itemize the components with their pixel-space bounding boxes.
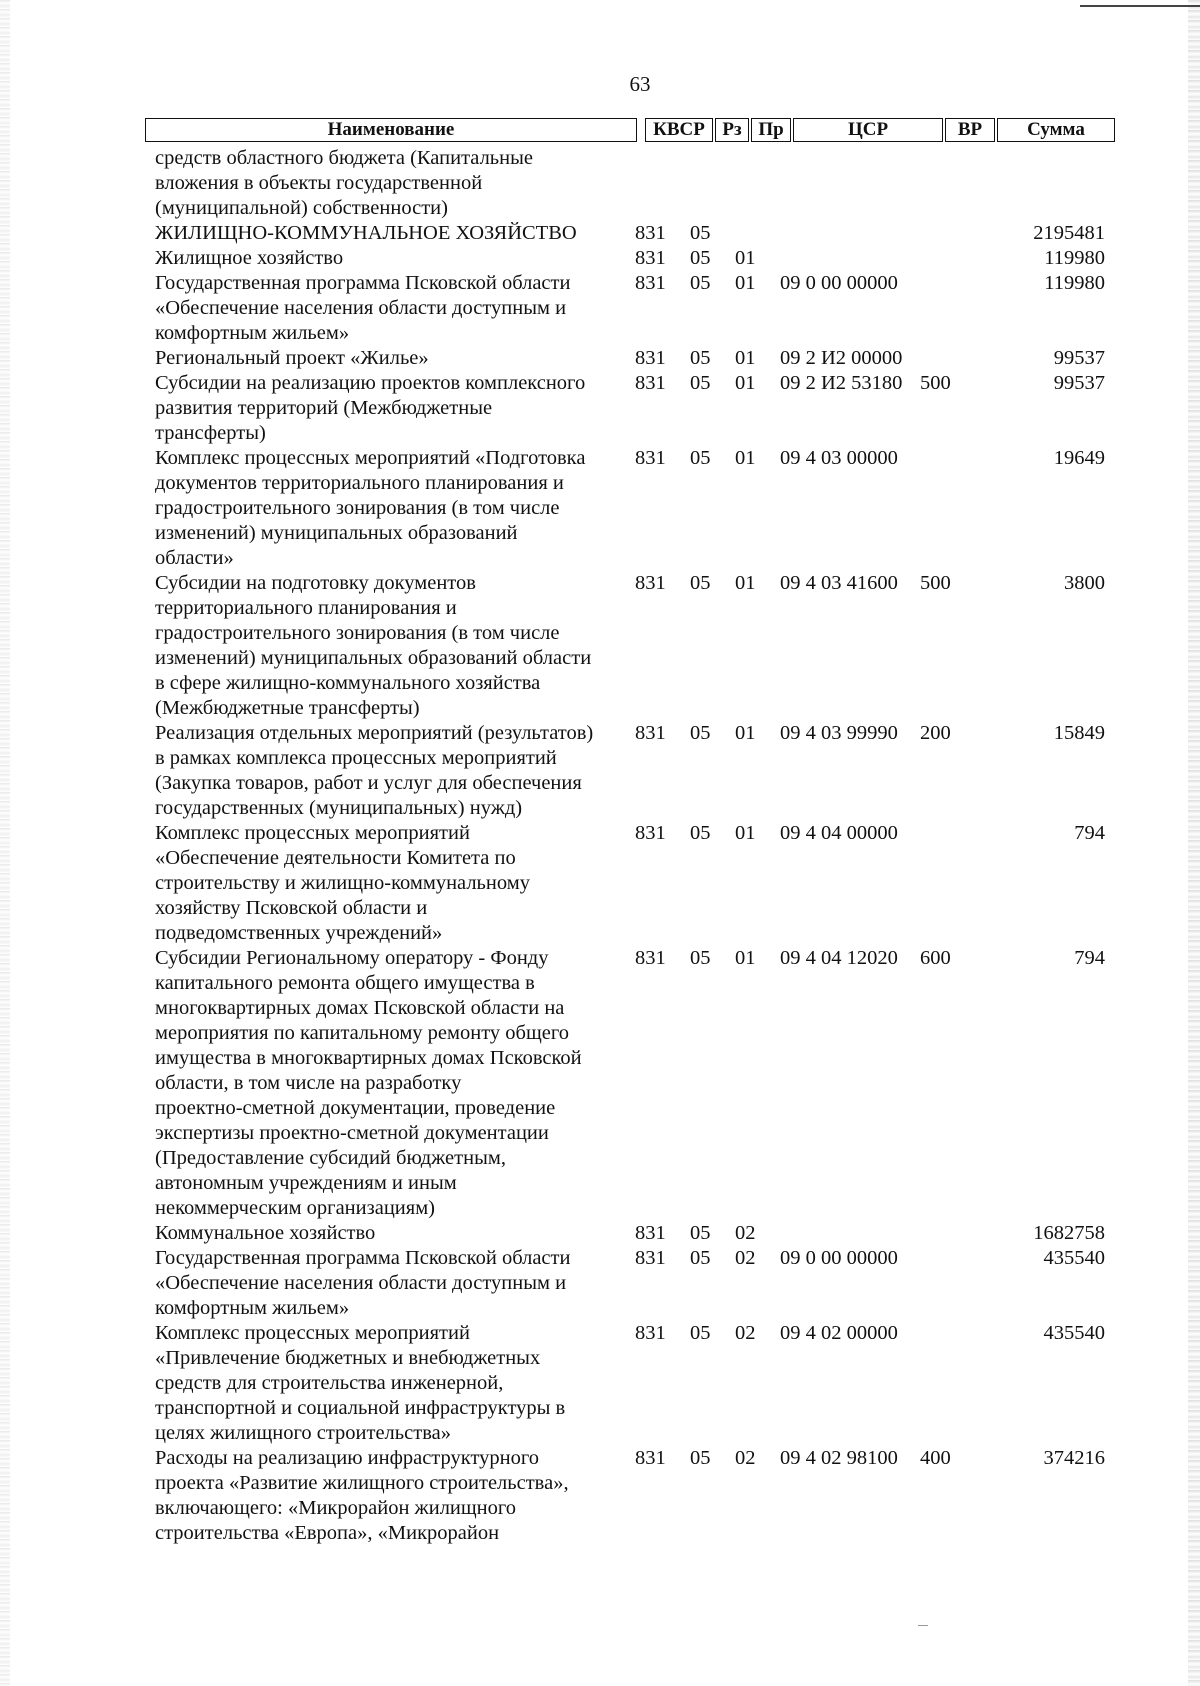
row-rz: 05 <box>690 1222 711 1244</box>
row-kvsr: 831 <box>635 247 666 269</box>
header-rz: Рз <box>715 118 749 142</box>
row-name: Субсидии Региональному оператору - Фонду капитального ремонта общего имущества в многоквартирных домах Псковской области на мероприятия по капитальному ремонту общего имущества в многоквартирных домах Псковской области, в том числе на разработку проектно-сметной документации, проведение экспертизы проектно-сметной документации (Предоставление субсидий бюджетным, автономным учреждениям и иным некоммерческим организациям) <box>155 947 582 1219</box>
row-name: Коммунальное хозяйство <box>155 1222 376 1244</box>
row-kvsr: 831 <box>635 372 666 394</box>
row-rz: 05 <box>690 347 711 369</box>
table-row <box>155 246 1135 271</box>
table-row <box>155 571 1135 721</box>
row-name: Региональный проект «Жилье» <box>155 347 429 369</box>
row-sum: 15849 <box>1053 722 1105 744</box>
row-pr: 02 <box>735 1222 756 1244</box>
header-vr: ВР <box>945 118 995 142</box>
table-row <box>155 221 1135 246</box>
row-sum: 1682758 <box>1033 1222 1105 1244</box>
row-sum: 794 <box>1074 947 1105 969</box>
row-pr: 01 <box>735 372 756 394</box>
row-sum: 119980 <box>1044 272 1105 294</box>
table-row <box>155 821 1135 946</box>
row-rz: 05 <box>690 722 711 744</box>
row-vr: 600 <box>920 947 951 969</box>
row-name: Комплекс процессных мероприятий «Привлечение бюджетных и внебюджетных средств для строительства инженерной, транспортной и социальной инфраструктуры в целях жилищного строительства» <box>155 1322 566 1444</box>
row-sum: 119980 <box>1044 247 1105 269</box>
row-sum: 435540 <box>1043 1247 1105 1269</box>
row-name: Субсидии на подготовку документов территориального планирования и градостроительного зонирования (в том числе изменений) муниципальных образований области в сфере жилищно-коммунального хозяйства (Межбюджетные трансферты) <box>155 572 592 719</box>
row-pr: 01 <box>735 822 756 844</box>
row-csr: 09 4 03 41600 <box>780 572 898 594</box>
row-sum: 19649 <box>1053 447 1105 469</box>
row-name: ЖИЛИЩНО-КОММУНАЛЬНОЕ ХОЗЯЙСТВО <box>155 222 577 244</box>
scan-edge-right <box>1188 0 1200 1686</box>
row-pr: 01 <box>735 247 756 269</box>
row-csr: 09 4 02 98100 <box>780 1447 898 1469</box>
row-csr: 09 4 03 99990 <box>780 722 898 744</box>
row-kvsr: 831 <box>635 572 666 594</box>
page-number: 63 <box>629 72 651 96</box>
row-kvsr: 831 <box>635 722 666 744</box>
row-vr: 200 <box>920 722 951 744</box>
row-pr: 02 <box>735 1447 756 1469</box>
row-rz: 05 <box>690 272 711 294</box>
row-sum: 794 <box>1074 822 1105 844</box>
row-sum: 374216 <box>1043 1447 1105 1469</box>
row-pr: 01 <box>735 447 756 469</box>
row-csr: 09 0 00 00000 <box>780 1247 898 1269</box>
table-row <box>155 1446 1135 1546</box>
row-sum: 435540 <box>1043 1322 1105 1344</box>
row-sum: 3800 <box>1064 572 1105 594</box>
row-kvsr: 831 <box>635 1447 666 1469</box>
row-name: Расходы на реализацию инфраструктурного проекта «Развитие жилищного строительства», включающего: «Микрорайон жилищного строительства «Европа», «Микрорайон <box>155 1447 569 1544</box>
scan-top-line <box>1080 5 1200 7</box>
row-name: Государственная программа Псковской области «Обеспечение населения области доступным и комфортным жильем» <box>155 272 571 344</box>
row-csr: 09 4 04 00000 <box>780 822 898 844</box>
row-csr: 09 4 04 12020 <box>780 947 898 969</box>
row-sum: 2195481 <box>1033 222 1105 244</box>
row-kvsr: 831 <box>635 1222 666 1244</box>
row-pr: 02 <box>735 1247 756 1269</box>
row-rz: 05 <box>690 222 711 244</box>
budget-table <box>155 118 1135 1546</box>
row-name: Государственная программа Псковской области «Обеспечение населения области доступным и комфортным жильем» <box>155 1247 571 1319</box>
row-csr: 09 4 03 00000 <box>780 447 898 469</box>
row-pr: 02 <box>735 1322 756 1344</box>
row-rz: 05 <box>690 822 711 844</box>
row-pr: 01 <box>735 272 756 294</box>
row-sum: 99537 <box>1053 347 1105 369</box>
row-name: Субсидии на реализацию проектов комплексного развития территорий (Межбюджетные трансферты) <box>155 372 586 444</box>
scan-edge-left <box>0 0 10 1686</box>
row-rz: 05 <box>690 1447 711 1469</box>
row-name: Жилищное хозяйство <box>155 247 344 269</box>
row-pr: 01 <box>735 947 756 969</box>
row-pr: 01 <box>735 347 756 369</box>
table-row <box>155 1321 1135 1446</box>
header-name: Наименование <box>145 118 637 142</box>
table-row <box>155 1221 1135 1246</box>
table-row <box>155 371 1135 446</box>
row-rz: 05 <box>690 247 711 269</box>
scan-mark <box>918 1625 928 1626</box>
row-name: средств областного бюджета (Капитальные вложения в объекты государственной (муниципальной) собственности) <box>155 147 533 219</box>
table-row <box>155 271 1135 346</box>
row-pr: 01 <box>735 572 756 594</box>
row-rz: 05 <box>690 947 711 969</box>
row-vr: 500 <box>920 372 951 394</box>
row-pr: 01 <box>735 722 756 744</box>
header-pr: Пр <box>751 118 791 142</box>
header-kvsr: КВСР <box>645 118 713 142</box>
row-rz: 05 <box>690 572 711 594</box>
table-body <box>155 146 1135 1546</box>
row-kvsr: 831 <box>635 1322 666 1344</box>
row-kvsr: 831 <box>635 947 666 969</box>
row-kvsr: 831 <box>635 822 666 844</box>
row-kvsr: 831 <box>635 347 666 369</box>
header-sum: Сумма <box>997 118 1115 142</box>
row-kvsr: 831 <box>635 1247 666 1269</box>
table-row <box>155 446 1135 571</box>
row-rz: 05 <box>690 372 711 394</box>
table-row <box>155 946 1135 1221</box>
header-csr: ЦСР <box>793 118 943 142</box>
row-csr: 09 2 И2 00000 <box>780 347 903 369</box>
row-rz: 05 <box>690 1322 711 1344</box>
row-rz: 05 <box>690 447 711 469</box>
row-kvsr: 831 <box>635 222 666 244</box>
row-name: Реализация отдельных мероприятий (результатов) в рамках комплекса процессных мероприятий (Закупка товаров, работ и услуг для обеспечения государственных (муниципальных) нужд) <box>155 722 594 819</box>
row-csr: 09 2 И2 53180 <box>780 372 903 394</box>
row-kvsr: 831 <box>635 447 666 469</box>
row-sum: 99537 <box>1053 372 1105 394</box>
table-row <box>155 721 1135 821</box>
table-header <box>155 118 1135 146</box>
row-vr: 400 <box>920 1447 951 1469</box>
row-csr: 09 0 00 00000 <box>780 272 898 294</box>
row-kvsr: 831 <box>635 272 666 294</box>
table-row <box>155 346 1135 371</box>
row-csr: 09 4 02 00000 <box>780 1322 898 1344</box>
table-row <box>155 1246 1135 1321</box>
row-name: Комплекс процессных мероприятий «Обеспечение деятельности Комитета по строительству и жилищно-коммунальному хозяйству Псковской области и подведомственных учреждений» <box>155 822 530 944</box>
row-name: Комплекс процессных мероприятий «Подготовка документов территориального планирования и градостроительного зонирования (в том числе изменений) муниципальных образований области» <box>155 447 586 569</box>
row-rz: 05 <box>690 1247 711 1269</box>
table-row <box>155 146 1135 221</box>
row-vr: 500 <box>920 572 951 594</box>
